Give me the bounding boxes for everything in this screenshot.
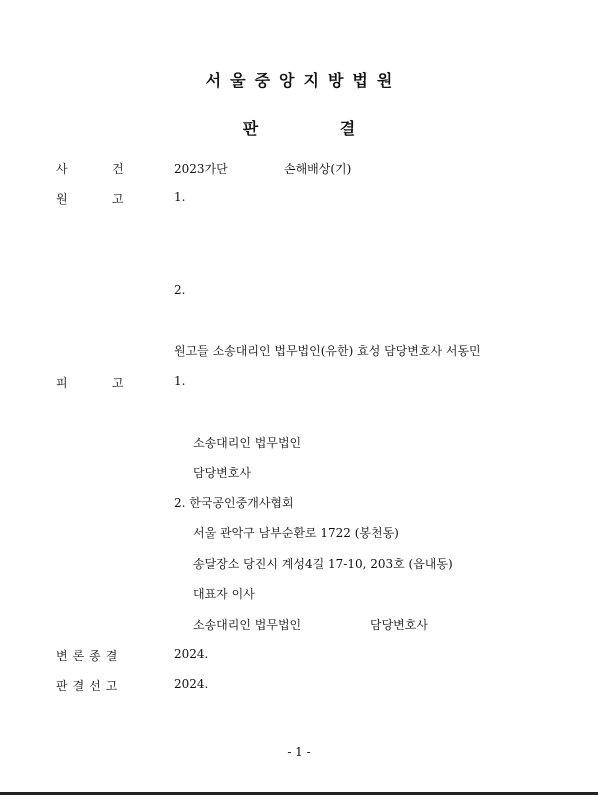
case-label xyxy=(56,160,124,177)
case-label-b: 건 xyxy=(112,162,124,176)
defendant-label xyxy=(56,374,124,391)
case-label-a: 사 xyxy=(56,162,68,176)
plaintiff-label-b: 고 xyxy=(112,192,124,206)
defendant-2-address: 서울 관악구 남부순환로 1722 (봉천동) xyxy=(193,526,399,540)
case-number: 2023가단 xyxy=(174,162,228,176)
defendant-label-a: 피 xyxy=(56,376,68,390)
plaintiff-counsel: 원고들 소송대리인 법무법인(유한) 효성 담당변호사 서동민 xyxy=(174,344,481,358)
judgment-date: 2024. xyxy=(174,677,209,691)
defendant-item-1: 1. xyxy=(174,374,186,388)
page-number: - 1 - xyxy=(287,745,311,759)
plaintiff-item-1: 1. xyxy=(174,190,186,204)
judgment-label: 판결선고 xyxy=(56,679,123,693)
plaintiff-label-a: 원 xyxy=(56,192,68,206)
closing-label: 변론종결 xyxy=(56,649,123,663)
document-title: 판 결 xyxy=(242,119,356,138)
case-name: 손해배상(기) xyxy=(284,162,352,176)
defendant-item-2: 2. 한국공인중개사협회 xyxy=(174,496,294,510)
court-name: 서울중앙지방법원 xyxy=(205,71,402,90)
defendant-1-counsel-firm: 소송대리인 법무법인 xyxy=(193,436,302,450)
defendant-2-counsel-firm: 소송대리인 법무법인 xyxy=(193,618,302,632)
plaintiff-label xyxy=(56,190,124,207)
bottom-divider xyxy=(0,792,598,795)
plaintiff-item-2: 2. xyxy=(174,283,186,297)
defendant-2-representative: 대표자 이사 xyxy=(193,587,255,601)
defendant-1-counsel-attorney: 담당변호사 xyxy=(193,466,251,480)
defendant-2-service-address: 송달장소 당진시 계성4길 17-10, 203호 (읍내동) xyxy=(193,557,453,571)
defendant-label-b: 고 xyxy=(112,376,124,390)
defendant-2-counsel-attorney: 담당변호사 xyxy=(370,618,428,632)
closing-date: 2024. xyxy=(174,647,209,661)
